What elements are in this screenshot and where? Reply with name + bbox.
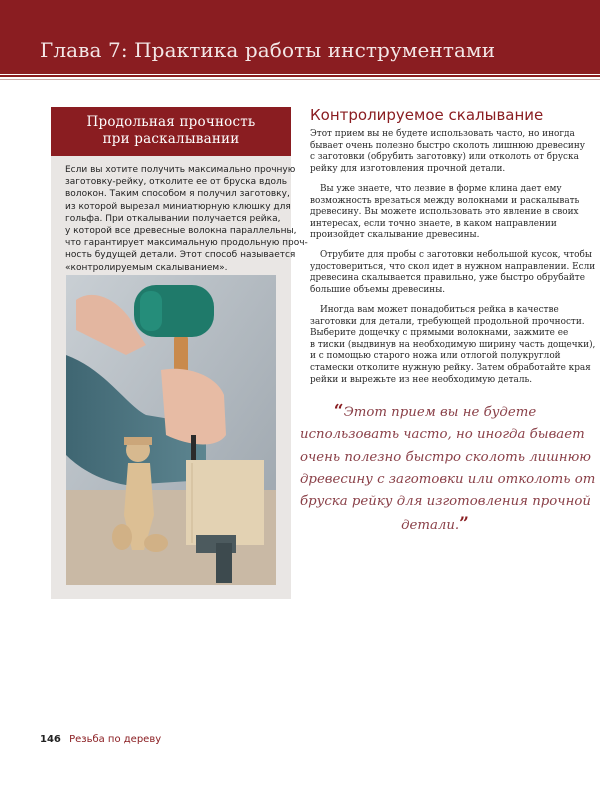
text-line: древесину. Вы можете использовать это явление в своих xyxy=(310,207,579,218)
pull-quote xyxy=(300,400,596,538)
header-rule-thin xyxy=(0,79,600,80)
text-line: возможность врезаться между волокнами и раскалывать xyxy=(310,195,580,206)
text-line: в тиски (выдвинув на необходимую ширину часть дощечки), xyxy=(310,339,596,350)
quote-line: бруска рейку для изготовления прочной xyxy=(300,494,591,510)
sidebar-line: что гарантирует максимальную продольную проч- xyxy=(65,238,308,249)
paragraph-4 xyxy=(310,305,596,386)
section-title: Контролируемое скалывание xyxy=(310,106,544,124)
quote-text: Этот прием вы не будете xyxy=(343,405,537,420)
text-line: с заготовки (обрубить заготовку) или отколоть от бруска xyxy=(310,152,579,163)
sidebar-line: ность будущей детали. Этот способ называется xyxy=(65,250,296,261)
quote-line: очень полезно быстро сколоть лишнюю xyxy=(300,449,591,465)
sidebar-header xyxy=(51,107,291,156)
quote-line: использовать часто, но иногда бывает xyxy=(300,427,585,443)
sidebar-line: из которой вырезал миниатюрную клюшку для xyxy=(65,201,291,212)
chisel-splitting-photo xyxy=(66,275,276,585)
text-line: интересах, если точно знаете, в каком направлении xyxy=(310,218,557,229)
sidebar-title-line: Продольная прочность xyxy=(86,114,256,130)
text-line: древесина скалывается правильно, уже быстро обрубайте xyxy=(310,273,585,284)
quote-line: древесину с заготовки или отколоть от xyxy=(300,471,596,487)
sidebar-line: заготовку-рейку, отколите ее от бруска вдоль xyxy=(65,177,288,188)
sidebar-line: волокон. Таким способом я получил заготовку, xyxy=(65,189,290,200)
sidebar-line: гольфа. При откалывании получается рейка, xyxy=(65,213,281,224)
close-quote-mark: ” xyxy=(459,514,469,535)
quote-line xyxy=(300,513,570,537)
paragraph-3 xyxy=(310,250,596,296)
page-number: 146 xyxy=(40,734,61,745)
sidebar-title-line: при раскалывании xyxy=(102,131,240,147)
open-quote-mark: “ xyxy=(333,401,344,421)
text-line: Отрубите для пробы с заготовки небольшой кусок, чтобы xyxy=(320,250,592,260)
text-line: большие объемы древесины. xyxy=(310,284,446,295)
text-line: Иногда вам может понадобиться рейка в качестве xyxy=(320,305,559,315)
sidebar-line: у которой все древесные волокна параллельны, xyxy=(65,226,297,237)
text-line: удостовериться, что скол идет в нужном направлении. Если xyxy=(310,261,596,272)
quote-line xyxy=(300,400,570,424)
text-line: Вы уже знаете, что лезвие в форме клина дает ему xyxy=(320,184,562,194)
text-line: произойдет скалывание древесины. xyxy=(310,230,480,241)
text-line: Этот прием вы не будете использовать часто, но иногда xyxy=(310,129,575,139)
page-footer xyxy=(40,734,161,745)
sidebar-line: «контролируемым скалыванием». xyxy=(65,262,228,273)
text-line: рейки и вырежьте из нее необходимую деталь. xyxy=(310,374,533,385)
sidebar-line: Если вы хотите получить максимально прочную xyxy=(65,165,296,175)
sidebar-box xyxy=(51,107,308,599)
text-line: бывает очень полезно быстро сколоть лишнюю древесину xyxy=(310,140,585,151)
text-line: Выберите дощечку с прямыми волокнами, зажмите ее xyxy=(310,328,569,339)
text-line: стамески отколите нужную рейку. Затем обработайте края xyxy=(310,362,591,373)
header-band xyxy=(0,0,600,74)
book-title: Резьба по дереву xyxy=(69,734,162,745)
sidebar-text xyxy=(65,164,308,274)
text-line: заготовки для детали, требующей продольной прочности. xyxy=(310,316,585,327)
header-rule xyxy=(0,75,600,77)
paragraph-1 xyxy=(310,129,585,175)
paragraph-2 xyxy=(310,184,580,242)
chapter-title: Глава 7: Практика работы инструментами xyxy=(40,38,496,62)
quote-text: детали. xyxy=(401,518,460,534)
text-line: рейку для изготовления прочной детали. xyxy=(310,163,506,174)
sidebar-title xyxy=(51,114,291,148)
text-line: и с помощью старого ножа или отлогой полукруглой xyxy=(310,351,561,362)
